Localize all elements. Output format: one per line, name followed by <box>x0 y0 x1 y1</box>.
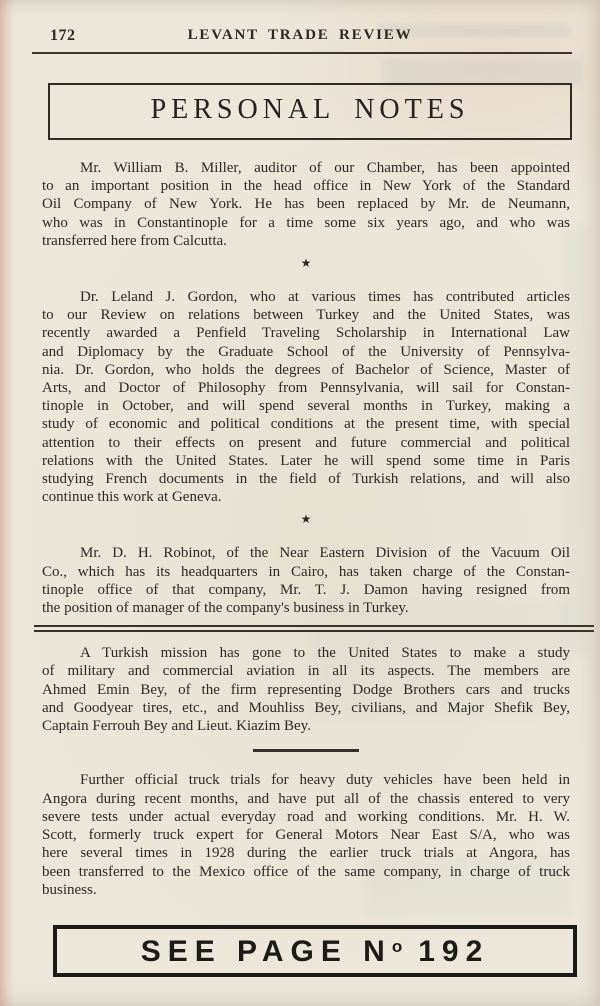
article <box>42 644 570 759</box>
paragraph-line: studying French documents in the field of Turkish relations, and will also <box>42 471 570 488</box>
paragraph <box>42 771 570 898</box>
article <box>42 771 570 898</box>
paragraph-line: Mr. William B. Miller, auditor of our Chamber, has been appointed <box>80 160 570 176</box>
paragraph <box>42 159 570 250</box>
paragraph <box>42 288 570 506</box>
paragraph-line: tinople office of that company, Mr. T. J. Damon having resigned from <box>42 581 570 598</box>
page-header <box>0 26 600 46</box>
see-page-superscript: o <box>391 936 403 956</box>
paragraph-line: nia. Dr. Gordon, who holds the degrees of Bachelor of Science, Master of <box>42 361 570 378</box>
page-number: 172 <box>50 27 76 44</box>
paragraph-line: Arts, and Doctor of Philosophy from Pennsylvania, will sail for Constan- <box>42 380 570 397</box>
paragraph-line: continue this work at Geneva. <box>42 489 222 506</box>
article <box>42 159 570 276</box>
paragraph <box>42 544 570 617</box>
paragraph-line: business. <box>42 881 97 898</box>
paragraph-line: recently awarded a Penfield Traveling Scholarship in International Law <box>42 325 570 342</box>
paragraph-line: relations with the United States. Later he will spend some time in Paris <box>42 452 570 469</box>
paragraph-line: been transferred to the Mexico office of the same company, in charge of truck <box>42 863 570 880</box>
paragraph-line: tinople in October, and will spend several months in Turkey, making a <box>42 398 570 415</box>
paragraph-line: A Turkish mission has gone to the United States to make a study <box>80 645 570 662</box>
paragraph-line: and Diplomacy by the Graduate School of the University of Pennsylva- <box>42 343 570 360</box>
header-rule <box>32 52 572 54</box>
star-separator-icon: ★ <box>300 512 312 527</box>
paragraph-line: here several times in 1928 during the earlier truck trials at Angora, has <box>42 845 570 862</box>
paragraph-line: Ahmed Emin Bey, of the firm representing Dodge Brothers cars and trucks <box>42 681 570 698</box>
paragraph-line: attention to their effects on present and future commercial and political <box>42 434 570 451</box>
paragraph-line: to an important position in the head office in New York of the Standard <box>42 178 570 195</box>
paragraph-line: Mr. D. H. Robinot, of the Near Eastern Division of the Vacuum Oil <box>80 545 570 562</box>
star-separator-icon: ★ <box>300 256 312 271</box>
paragraph-line: Angora during recent months, and have put all of the chassis entered to very <box>42 790 570 807</box>
paragraph-line: study of economic and political conditions at the present time, with special <box>42 416 570 433</box>
paragraph-line: Captain Ferrouh Bey and Lieut. Kiazim Bey. <box>42 718 311 735</box>
double-rule-separator <box>34 625 594 632</box>
section-title: PERSONAL NOTES <box>150 94 470 125</box>
paragraph-line: Co., which has its headquarters in Cairo, has taken charge of the Constan- <box>42 563 570 580</box>
section-title-box <box>48 83 572 140</box>
paragraph-line: and Goodyear tires, etc., and Mouhliss Bey, civilians, and Major Shefik Bey, <box>42 699 570 716</box>
paragraph-line: Oil Company of New York. He has been replaced by Mr. de Neumann, <box>42 196 570 213</box>
personal-notes-content <box>42 159 570 899</box>
paragraph-line: the position of manager of the company's business in Turkey. <box>42 600 409 617</box>
paragraph-line: of military and commercial aviation in all its aspects. The members are <box>42 663 570 680</box>
articles-list <box>42 159 570 899</box>
article-separator <box>34 625 594 632</box>
paragraph-line: Dr. Leland J. Gordon, who at various times has contributed articles <box>80 289 570 306</box>
paragraph-line: Scott, formerly truck expert for General Motors Near East S/A, who was <box>42 827 570 844</box>
see-page-number: 192 <box>418 934 490 968</box>
article <box>42 288 570 532</box>
paragraph-line: who was in Constantinople for a time some six years ago, and who was <box>42 214 570 231</box>
paragraph <box>42 644 570 735</box>
journal-title: LEVANT TRADE REVIEW <box>187 27 413 43</box>
paragraph-line: severe tests under actual everyday road and working conditions. Mr. H. W. <box>42 808 570 825</box>
paragraph-line: to our Review on relations between Turkey and the United States, was <box>42 307 570 324</box>
short-rule-separator <box>253 749 359 752</box>
article <box>42 544 570 632</box>
article-separator <box>42 250 570 276</box>
see-page-box <box>53 925 577 977</box>
paragraph-line: transferred here from Calcutta. <box>42 232 227 249</box>
article-separator <box>42 506 570 532</box>
paragraph-line: Further official truck trials for heavy duty vehicles have been held in <box>80 772 570 789</box>
article-separator <box>42 741 570 759</box>
see-page-text: SEE PAGE N <box>140 934 392 968</box>
